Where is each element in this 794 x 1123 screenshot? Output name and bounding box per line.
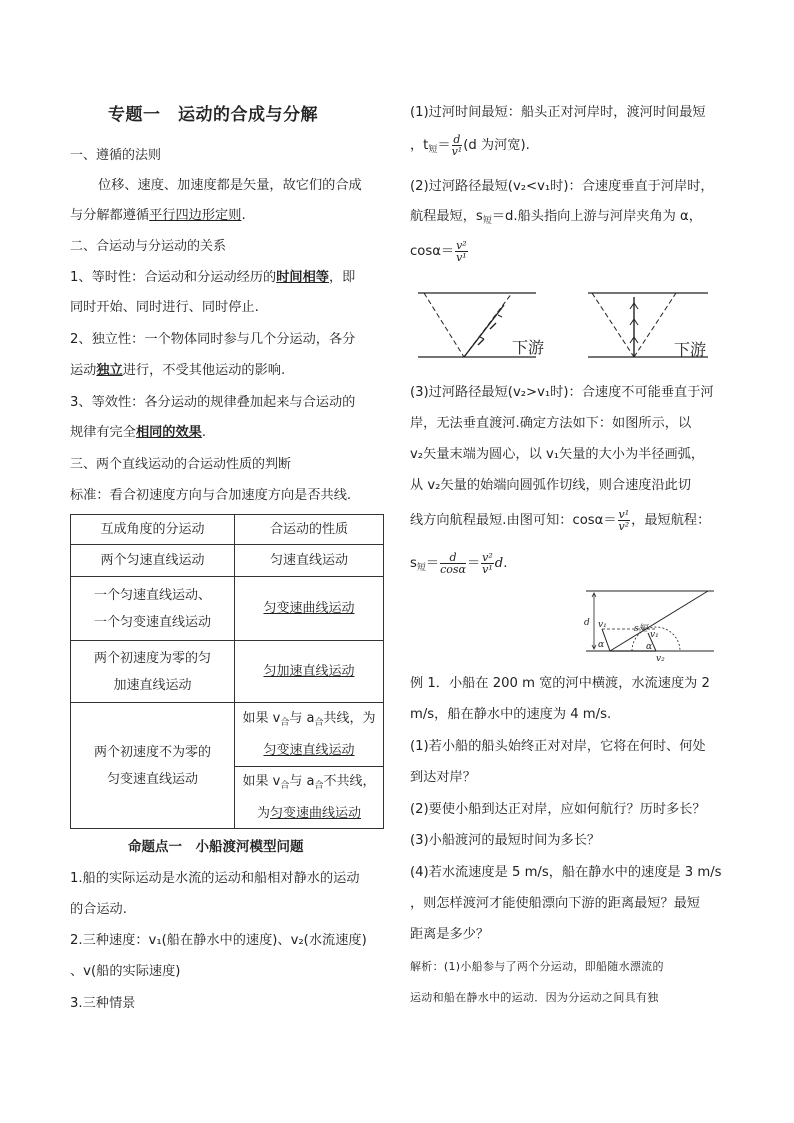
- river-crossing-figures: [412, 285, 724, 365]
- formula-line: $s_短=$ $\frac{d}{\cos\alpha}$ ＝ $\frac{\text{v²}}{\text{v¹}}$ d.: [410, 550, 508, 576]
- paragraph-line: 1、等时性：合运动和分运动经历的时间相等，即: [70, 270, 356, 285]
- paragraph-line: 运动独立进行，不受其他运动的影响.: [70, 363, 286, 378]
- label-d: d: [584, 618, 590, 628]
- label-v1b: v₁: [650, 630, 659, 640]
- paragraph-line: 的合运动.: [70, 902, 127, 917]
- answer-line: 运动和船在静水中的运动．因为分运动之间具有独: [410, 991, 659, 1004]
- paragraph-line: (2)过河路径最短(v₂<v₁时)：合速度垂直于河岸时，: [410, 179, 714, 194]
- downstream-label: 下游: [674, 342, 707, 359]
- label-alpha: α: [598, 640, 605, 650]
- section-heading: 三、两个直线运动的合运动性质的判断: [70, 457, 292, 472]
- table-cell: 一个匀速直线运动、 一个匀变速直线运动: [71, 577, 235, 641]
- table-cell: 两个初速度为零的匀 加速直线运动: [71, 641, 235, 703]
- paragraph-line: 岸，无法垂直渡河.确定方法如下：如图所示，以: [410, 416, 692, 431]
- comparison-table: [70, 514, 384, 829]
- paragraph-line: 3、等效性：各分运动的规律叠加起来与合运动的: [70, 395, 356, 410]
- question-line: (2)要使小船到达正对岸，应如何航行？历时多长？: [410, 802, 706, 817]
- paragraph-line: 3.三种情景: [70, 996, 136, 1011]
- table-cell: 匀加速直线运动: [235, 641, 384, 703]
- table-cell: 匀速直线运动: [235, 545, 384, 577]
- question-line: 到达对岸？: [410, 770, 476, 785]
- formula-line: ，$t_短=$ $\frac{d}{\text{v¹}}$ (d 为河宽).: [410, 132, 530, 158]
- tangent-method-figure: [580, 585, 720, 665]
- page-title: 专题一 运动的合成与分解: [108, 105, 318, 125]
- paragraph-line: 标准：看合初速度方向与合加速度方向是否共线.: [70, 488, 352, 503]
- label-v2: v₂: [656, 654, 665, 664]
- table-cell: 如果 $v_合$与 $a_合$共线，为 匀变速直线运动: [235, 703, 384, 767]
- subsection-title: 命题点一 小船渡河模型问题: [128, 839, 304, 855]
- paragraph-line: 从 v₂矢量的始端向圆弧作切线，则合速度沿此切: [410, 478, 692, 493]
- label-s: s短: [634, 624, 648, 634]
- formula-line: cosα＝ $\frac{\text{v²}}{\text{v¹}}$: [410, 238, 467, 264]
- paragraph-line: 位移、速度、加速度都是矢量，故它们的合成: [98, 178, 362, 193]
- formula-line: 线方向航程最短.由图可知：cosα＝ $\frac{\text{v¹}}{\text{v²}}$ ，最短航程：: [410, 507, 711, 533]
- question-line: (1)若小船的船头始终正对对岸，它将在何时、何处: [410, 739, 706, 754]
- paragraph-line: 规律有完全相同的效果.: [70, 425, 207, 440]
- table-cell: 两个初速度不为零的 匀变速直线运动: [71, 703, 235, 829]
- paragraph-line: (1)过河时间最短：船头正对河岸时，渡河时间最短: [410, 105, 706, 120]
- paragraph-line: 同时开始、同时进行、同时停止.: [70, 300, 259, 315]
- section-heading: 一、遵循的法则: [70, 148, 162, 163]
- paragraph-line: 2、独立性：一个物体同时参与几个分运动，各分: [70, 332, 356, 347]
- question-line: ，则怎样渡河才能使船漂向下游的距离最短？最短: [410, 896, 701, 911]
- example-line: 例 1．小船在 200 m 宽的河中横渡，水流速度为 2: [410, 676, 710, 691]
- downstream-label: 下游: [512, 340, 545, 357]
- table-header: 互成角度的分运动: [71, 515, 235, 545]
- paragraph-line: 航程最短，$s_短=d$.船头指向上游与河岸夹角为 α，: [410, 209, 702, 226]
- paragraph-line: v₂矢量末端为圆心，以 v₁矢量的大小为半径画弧，: [410, 447, 705, 462]
- paragraph-line: 1.船的实际运动是水流的运动和船相对静水的运动: [70, 871, 360, 886]
- label-v1: v₁: [598, 620, 607, 630]
- label-alpha2: α: [646, 642, 653, 652]
- section-heading: 二、合运动与分运动的关系: [70, 239, 227, 254]
- paragraph-line: 2.三种速度：v₁(船在静水中的速度)、v₂(水流速度): [70, 933, 367, 948]
- paragraph-line: (3)过河路径最短(v₂>v₁时)：合速度不可能垂直于河: [410, 385, 714, 400]
- paragraph-line: 与分解都遵循平行四边形定则.: [70, 208, 246, 223]
- table-cell: 两个匀速直线运动: [71, 545, 235, 577]
- answer-line: 解析：(1)小船参与了两个分运动，即船随水漂流的: [410, 960, 664, 973]
- question-line: (4)若水流速度是 5 m/s，船在静水中的速度是 3 m/s: [410, 865, 722, 880]
- question-line: (3)小船渡河的最短时间为多长？: [410, 833, 601, 848]
- question-line: 距离是多少？: [410, 927, 490, 942]
- table-cell: 如果 $v_合$与 $a_合$不共线， 为匀变速曲线运动: [235, 767, 384, 829]
- table-cell: 匀变速曲线运动: [235, 577, 384, 641]
- table-header: 合运动的性质: [235, 515, 384, 545]
- example-line: m/s，船在静水中的速度为 4 m/s.: [410, 707, 612, 722]
- paragraph-line: 、v(船的实际速度): [70, 964, 181, 979]
